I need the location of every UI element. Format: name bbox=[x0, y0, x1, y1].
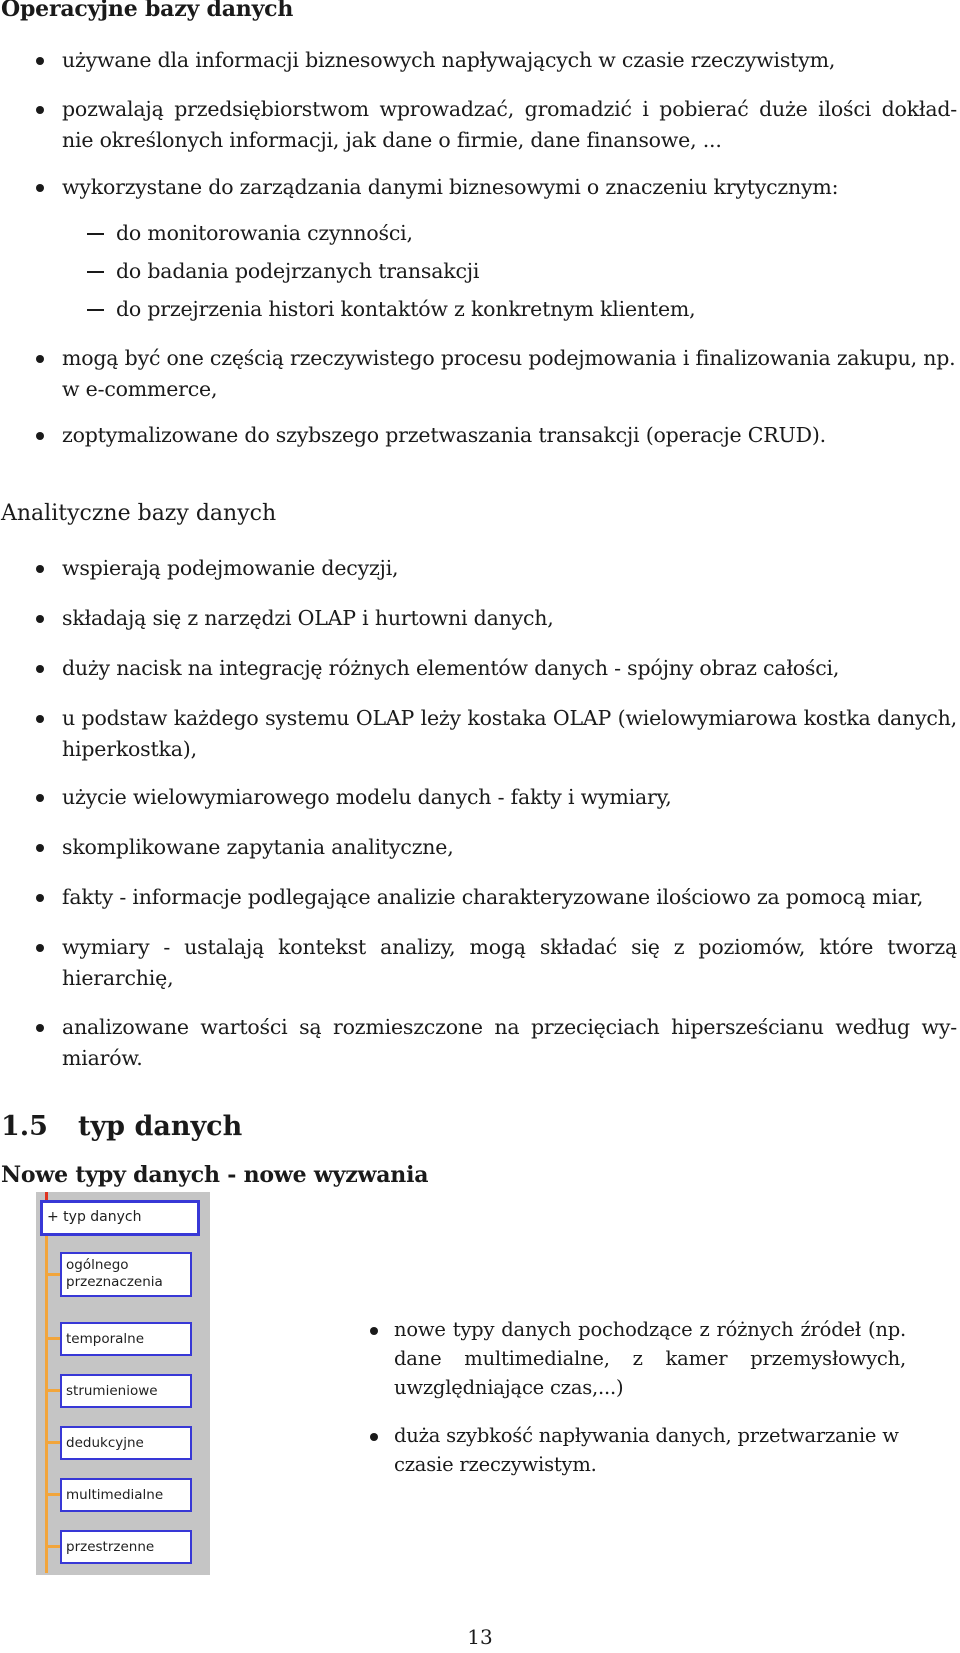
list-item: duża szybkość napływania danych, przetwarzanie w czasie rzeczywistym. bbox=[394, 1421, 906, 1479]
dash-icon bbox=[87, 309, 104, 311]
list-item: użycie wielowymiarowego modelu danych - fakty i wymiary, bbox=[62, 782, 957, 813]
bullet-icon bbox=[370, 1327, 378, 1335]
operational-heading: Operacyjne bazy danych bbox=[1, 0, 294, 22]
list-item: pozwalają przedsiębiorstwom wprowadzać, gromadzić i pobierać duże ilości dokład- nie określonych informacji, jak dane o firmie, dane finansowe, ... bbox=[62, 94, 957, 156]
bullet-icon bbox=[36, 57, 44, 65]
list-item: analizowane wartości są rozmieszczone na przecięciach hipersześcianu według wy- miarów. bbox=[62, 1012, 957, 1074]
list-item: nowe typy danych pochodzące z różnych źródeł (np. dane multimedialne, z kamer przemysłowych, uwzględniające czas,...) bbox=[394, 1315, 906, 1402]
bullet-icon bbox=[36, 844, 44, 852]
tree-node: ogólnego przeznaczenia bbox=[60, 1252, 192, 1297]
list-item: składają się z narzędzi OLAP i hurtowni danych, bbox=[62, 603, 957, 634]
bullet-icon bbox=[36, 184, 44, 192]
analytical-heading: Analityczne bazy danych bbox=[1, 501, 277, 526]
page-number: 13 bbox=[467, 1625, 493, 1649]
bullet-icon bbox=[36, 565, 44, 573]
bullet-icon bbox=[370, 1433, 378, 1441]
sub-list-item: do monitorowania czynności, bbox=[116, 218, 896, 249]
bullet-icon bbox=[36, 665, 44, 673]
tree-spine bbox=[45, 1200, 48, 1573]
section-title-text: typ danych bbox=[78, 1111, 243, 1142]
tree-connector bbox=[45, 1389, 60, 1392]
list-item: wymiary - ustalają kontekst analizy, mogą składać się z poziomów, które tworzą hierarchię, bbox=[62, 932, 957, 994]
dash-icon bbox=[87, 233, 104, 235]
bullet-icon bbox=[36, 794, 44, 802]
tree-node: dedukcyjne bbox=[60, 1426, 192, 1460]
dash-icon bbox=[87, 271, 104, 273]
list-item: u podstaw każdego systemu OLAP leży kostaka OLAP (wielowymiarowa kostka danych, hiperkostka), bbox=[62, 703, 957, 765]
section-title bbox=[1, 1112, 242, 1142]
section-number: 1.5 bbox=[1, 1111, 48, 1142]
bullet-icon bbox=[36, 715, 44, 723]
list-item: zoptymalizowane do szybszego przetwaszania transakcji (operacje CRUD). bbox=[62, 420, 957, 451]
list-item: duży nacisk na integrację różnych elementów danych - spójny obraz całości, bbox=[62, 653, 957, 684]
bullet-icon bbox=[36, 944, 44, 952]
bullet-icon bbox=[36, 106, 44, 114]
bullet-icon bbox=[36, 432, 44, 440]
list-item: wykorzystane do zarządzania danymi biznesowymi o znaczeniu krytycznym: bbox=[62, 172, 957, 203]
list-item: fakty - informacje podlegające analizie charakteryzowane ilościowo za pomocą miar, bbox=[62, 882, 957, 913]
list-item: wspierają podejmowanie decyzji, bbox=[62, 553, 957, 584]
list-item: skomplikowane zapytania analityczne, bbox=[62, 832, 957, 863]
bullet-icon bbox=[36, 355, 44, 363]
new-types-heading: Nowe typy danych - nowe wyzwania bbox=[1, 1162, 429, 1188]
tree-node: strumieniowe bbox=[60, 1374, 192, 1408]
tree-node: przestrzenne bbox=[60, 1530, 192, 1564]
tree-connector bbox=[45, 1337, 60, 1340]
tree-connector bbox=[45, 1441, 60, 1444]
list-item: mogą być one częścią rzeczywistego procesu podejmowania i finalizowania zakupu, np. w e-commerce, bbox=[62, 343, 957, 405]
tree-connector bbox=[45, 1493, 60, 1496]
bullet-icon bbox=[36, 1024, 44, 1032]
tree-node: multimedialne bbox=[60, 1478, 192, 1512]
tree-node: temporalne bbox=[60, 1322, 192, 1356]
sub-list-item: do przejrzenia histori kontaktów z konkretnym klientem, bbox=[116, 294, 896, 325]
bullet-icon bbox=[36, 615, 44, 623]
bullet-icon bbox=[36, 894, 44, 902]
tree-connector bbox=[45, 1273, 60, 1276]
tree-connector bbox=[45, 1545, 60, 1548]
list-item: używane dla informacji biznesowych napływających w czasie rzeczywistym, bbox=[62, 45, 957, 76]
sub-list-item: do badania podejrzanych transakcji bbox=[116, 256, 896, 287]
tree-root-node: + typ danych bbox=[40, 1200, 200, 1236]
data-types-tree-diagram bbox=[36, 1192, 210, 1575]
